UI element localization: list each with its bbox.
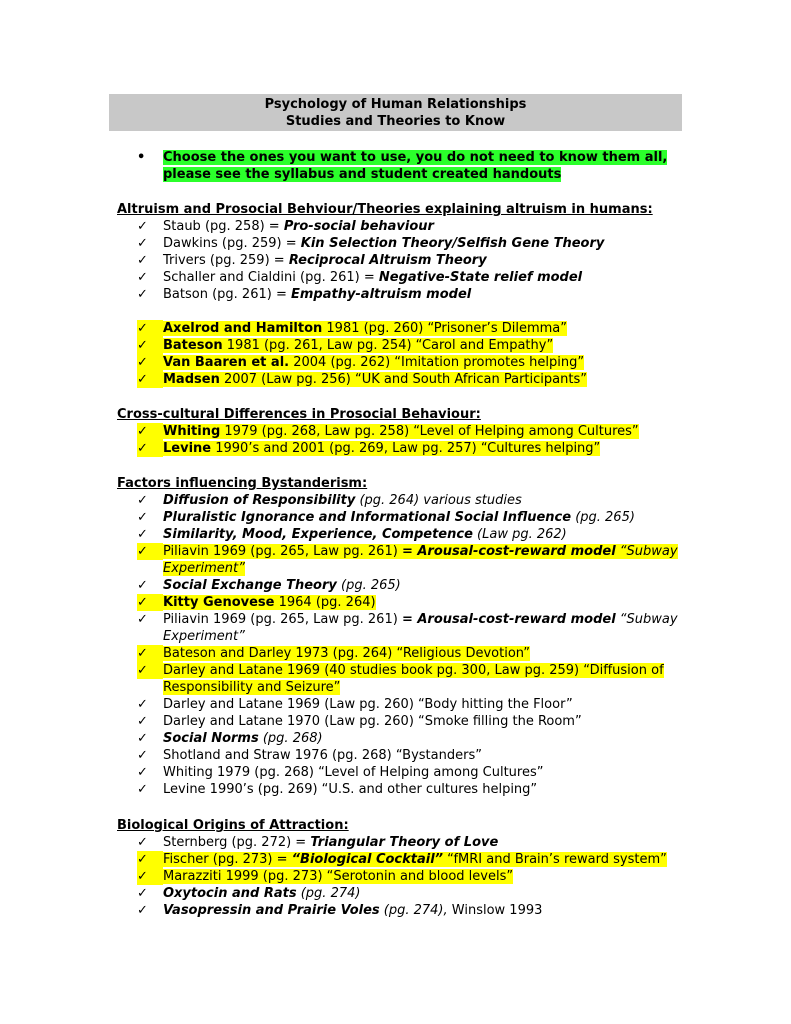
check-icon: ✓ — [137, 748, 148, 763]
check-icon: ✓ — [137, 493, 148, 508]
check-icon: ✓ — [137, 835, 148, 850]
list-item: ✓ Madsen 2007 (Law pg. 256) “UK and South African Participants” — [137, 372, 587, 387]
list-item: ✓ Bateson and Darley 1973 (pg. 264) “Religious Devotion” — [137, 646, 531, 661]
check-icon: ✓ — [137, 320, 163, 337]
check-icon: ✓ — [137, 219, 148, 234]
altruism-study-list — [137, 320, 682, 388]
list-item: ✓ Kitty Genovese 1964 (pg. 264) — [137, 595, 376, 610]
check-icon: ✓ — [137, 851, 163, 868]
list-item: ✓ Darley and Latane 1969 (Law pg. 260) “Body hitting the Floor” — [137, 697, 573, 712]
list-item: ✓ Social Exchange Theory (pg. 265) — [137, 578, 401, 593]
section-title-bystander: Factors influencing Bystanderism: — [117, 476, 368, 491]
attraction-list — [137, 834, 682, 919]
section-title-altruism: Altruism and Prosocial Behviour/Theories explaining altruism in humans: — [117, 202, 653, 217]
list-item: ✓ Darley and Latane 1969 (40 studies book pg. 300, Law pg. 259) “Diffusion of Responsibility and Seizure” — [137, 663, 664, 695]
list-item: ✓ Diffusion of Responsibility (pg. 264) various studies — [137, 493, 522, 508]
list-item: ✓ Levine 1990’s (pg. 269) “U.S. and other cultures helping” — [137, 782, 538, 797]
list-item: ✓ Vasopressin and Prairie Voles (pg. 274), Winslow 1993 — [137, 903, 543, 918]
list-item: ✓ Sternberg (pg. 272) = Triangular Theory of Love — [137, 835, 499, 850]
title-block — [109, 94, 682, 131]
list-item: ✓ Piliavin 1969 (pg. 265, Law pg. 261) = Arousal-cost-reward model “Subway Experiment” — [137, 544, 678, 576]
check-icon: ✓ — [137, 253, 148, 268]
check-icon: ✓ — [137, 236, 148, 251]
list-item: ✓ Bateson 1981 (pg. 261, Law pg. 254) “Carol and Empathy” — [137, 338, 554, 353]
list-item: ✓ Staub (pg. 258) = Pro-social behaviour — [137, 219, 434, 234]
check-icon: ✓ — [137, 612, 148, 627]
note-line-2: please see the syllabus and student created handouts — [163, 167, 562, 182]
list-item: ✓ Dawkins (pg. 259) = Kin Selection Theory/Selfish Gene Theory — [137, 236, 605, 251]
page-title: Psychology of Human Relationships — [264, 97, 527, 112]
instruction-note — [137, 149, 677, 183]
check-icon: ✓ — [137, 510, 148, 525]
bullet-icon: • — [137, 150, 146, 165]
list-item: ✓ Similarity, Mood, Experience, Competence (Law pg. 262) — [137, 527, 567, 542]
check-icon: ✓ — [137, 543, 163, 560]
list-item: ✓ Darley and Latane 1970 (Law pg. 260) “Smoke filling the Room” — [137, 714, 582, 729]
check-icon: ✓ — [137, 868, 163, 885]
check-icon: ✓ — [137, 697, 148, 712]
list-item: ✓ Shotland and Straw 1976 (pg. 268) “Bystanders” — [137, 748, 482, 763]
list-item: ✓ Levine 1990’s and 2001 (pg. 269, Law pg. 257) “Cultures helping” — [137, 441, 601, 456]
list-item: ✓ Pluralistic Ignorance and Informational Social Influence (pg. 265) — [137, 510, 635, 525]
list-item: ✓ Fischer (pg. 273) = “Biological Cocktail” “fMRI and Brain’s reward system” — [137, 852, 667, 867]
list-item: ✓ Whiting 1979 (pg. 268, Law pg. 258) “Level of Helping among Cultures” — [137, 424, 639, 439]
list-item: ✓ Marazziti 1999 (pg. 273) “Serotonin and blood levels” — [137, 869, 514, 884]
check-icon: ✓ — [137, 578, 148, 593]
check-icon: ✓ — [137, 782, 148, 797]
check-icon: ✓ — [137, 903, 148, 918]
check-icon: ✓ — [137, 886, 148, 901]
check-icon: ✓ — [137, 594, 163, 611]
list-item: ✓ Axelrod and Hamilton 1981 (pg. 260) “Prisoner’s Dilemma” — [137, 321, 567, 336]
check-icon: ✓ — [137, 423, 163, 440]
list-item: ✓ Social Norms (pg. 268) — [137, 731, 323, 746]
check-icon: ✓ — [137, 354, 163, 371]
check-icon: ✓ — [137, 527, 148, 542]
list-item: ✓ Schaller and Cialdini (pg. 261) = Negative-State relief model — [137, 270, 583, 285]
section-title-cross-cultural: Cross-cultural Differences in Prosocial Behaviour: — [117, 407, 481, 422]
check-icon: ✓ — [137, 645, 163, 662]
section-title-attraction: Biological Origins of Attraction: — [117, 818, 349, 833]
list-item: ✓ Trivers (pg. 259) = Reciprocal Altruism Theory — [137, 253, 487, 268]
bystander-list — [137, 492, 682, 798]
page-subtitle: Studies and Theories to Know — [285, 114, 506, 129]
list-item: ✓ Oxytocin and Rats (pg. 274) — [137, 886, 361, 901]
check-icon: ✓ — [137, 371, 163, 388]
check-icon: ✓ — [137, 270, 148, 285]
check-icon: ✓ — [137, 440, 163, 457]
list-item: ✓ Whiting 1979 (pg. 268) “Level of Helping among Cultures” — [137, 765, 544, 780]
altruism-theory-list — [137, 218, 682, 303]
check-icon: ✓ — [137, 765, 148, 780]
cross-cultural-list — [137, 423, 682, 457]
list-item: ✓ Batson (pg. 261) = Empathy-altruism model — [137, 287, 472, 302]
list-item: ✓ Piliavin 1969 (pg. 265, Law pg. 261) = Arousal-cost-reward model “Subway Experiment” — [137, 612, 678, 644]
check-icon: ✓ — [137, 662, 163, 679]
check-icon: ✓ — [137, 714, 148, 729]
note-line-1: Choose the ones you want to use, you do not need to know them all, — [163, 150, 668, 165]
list-item: ✓ Van Baaren et al. 2004 (pg. 262) “Imitation promotes helping” — [137, 355, 585, 370]
check-icon: ✓ — [137, 337, 163, 354]
check-icon: ✓ — [137, 731, 148, 746]
check-icon: ✓ — [137, 287, 148, 302]
